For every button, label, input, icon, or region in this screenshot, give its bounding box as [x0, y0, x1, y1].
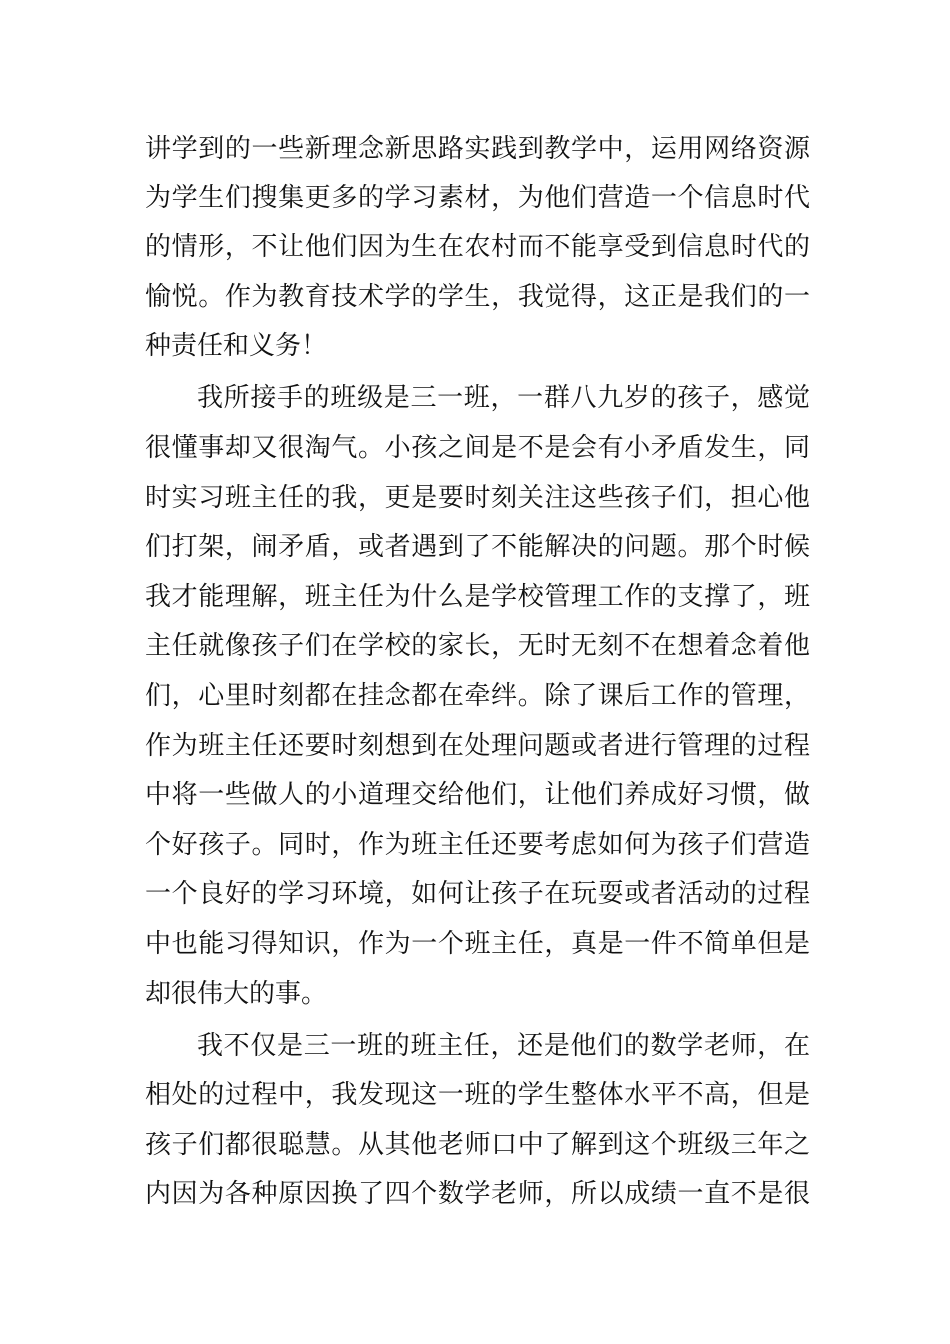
text-line: 种责任和义务！	[145, 331, 328, 361]
text-line: 相处的过程中，我发现这一班的学生整体水平不高，但是	[145, 1080, 810, 1110]
paragraph-first-line: 我所接手的班级是三一班，一群八九岁的孩子，感觉	[197, 383, 810, 413]
text-line: 内因为各种原因换了四个数学老师，所以成绩一直不是很	[145, 1179, 810, 1209]
text-line: 的情形，不让他们因为生在农村而不能享受到信息时代的	[145, 232, 810, 262]
text-line: 讲学到的一些新理念新思路实践到教学中，运用网络资源	[145, 134, 810, 164]
text-line: 为学生们搜集更多的学习素材，为他们营造一个信息时代	[145, 183, 810, 213]
text-line: 很懂事却又很淘气。小孩之间是不是会有小矛盾发生，同	[145, 433, 810, 463]
text-line: 个好孩子。同时，作为班主任还要考虑如何为孩子们营造	[145, 830, 810, 860]
text-line: 中也能习得知识，作为一个班主任，真是一件不简单但是	[145, 929, 810, 959]
paragraph-first-line: 我不仅是三一班的班主任，还是他们的数学老师，在	[197, 1031, 810, 1061]
text-line: 作为班主任还要时刻想到在处理问题或者进行管理的过程	[145, 731, 810, 761]
text-line: 时实习班主任的我，更是要时刻关注这些孩子们，担心他	[145, 483, 810, 513]
text-line: 们打架，闹矛盾，或者遇到了不能解决的问题。那个时候	[145, 532, 810, 562]
text-line: 愉悦。作为教育技术学的学生，我觉得，这正是我们的一	[145, 282, 810, 312]
text-line: 主任就像孩子们在学校的家长，无时无刻不在想着念着他	[145, 631, 810, 661]
text-line: 中将一些做人的小道理交给他们，让他们养成好习惯，做	[145, 780, 810, 810]
text-line: 却很伟大的事。	[145, 979, 328, 1009]
text-line: 们，心里时刻都在挂念都在牵绊。除了课后工作的管理，	[145, 681, 810, 711]
text-line: 孩子们都很聪慧。从其他老师口中了解到这个班级三年之	[145, 1130, 810, 1160]
text-line: 我才能理解，班主任为什么是学校管理工作的支撑了，班	[145, 582, 810, 612]
text-line: 一个良好的学习环境，如何让孩子在玩耍或者活动的过程	[145, 879, 810, 909]
